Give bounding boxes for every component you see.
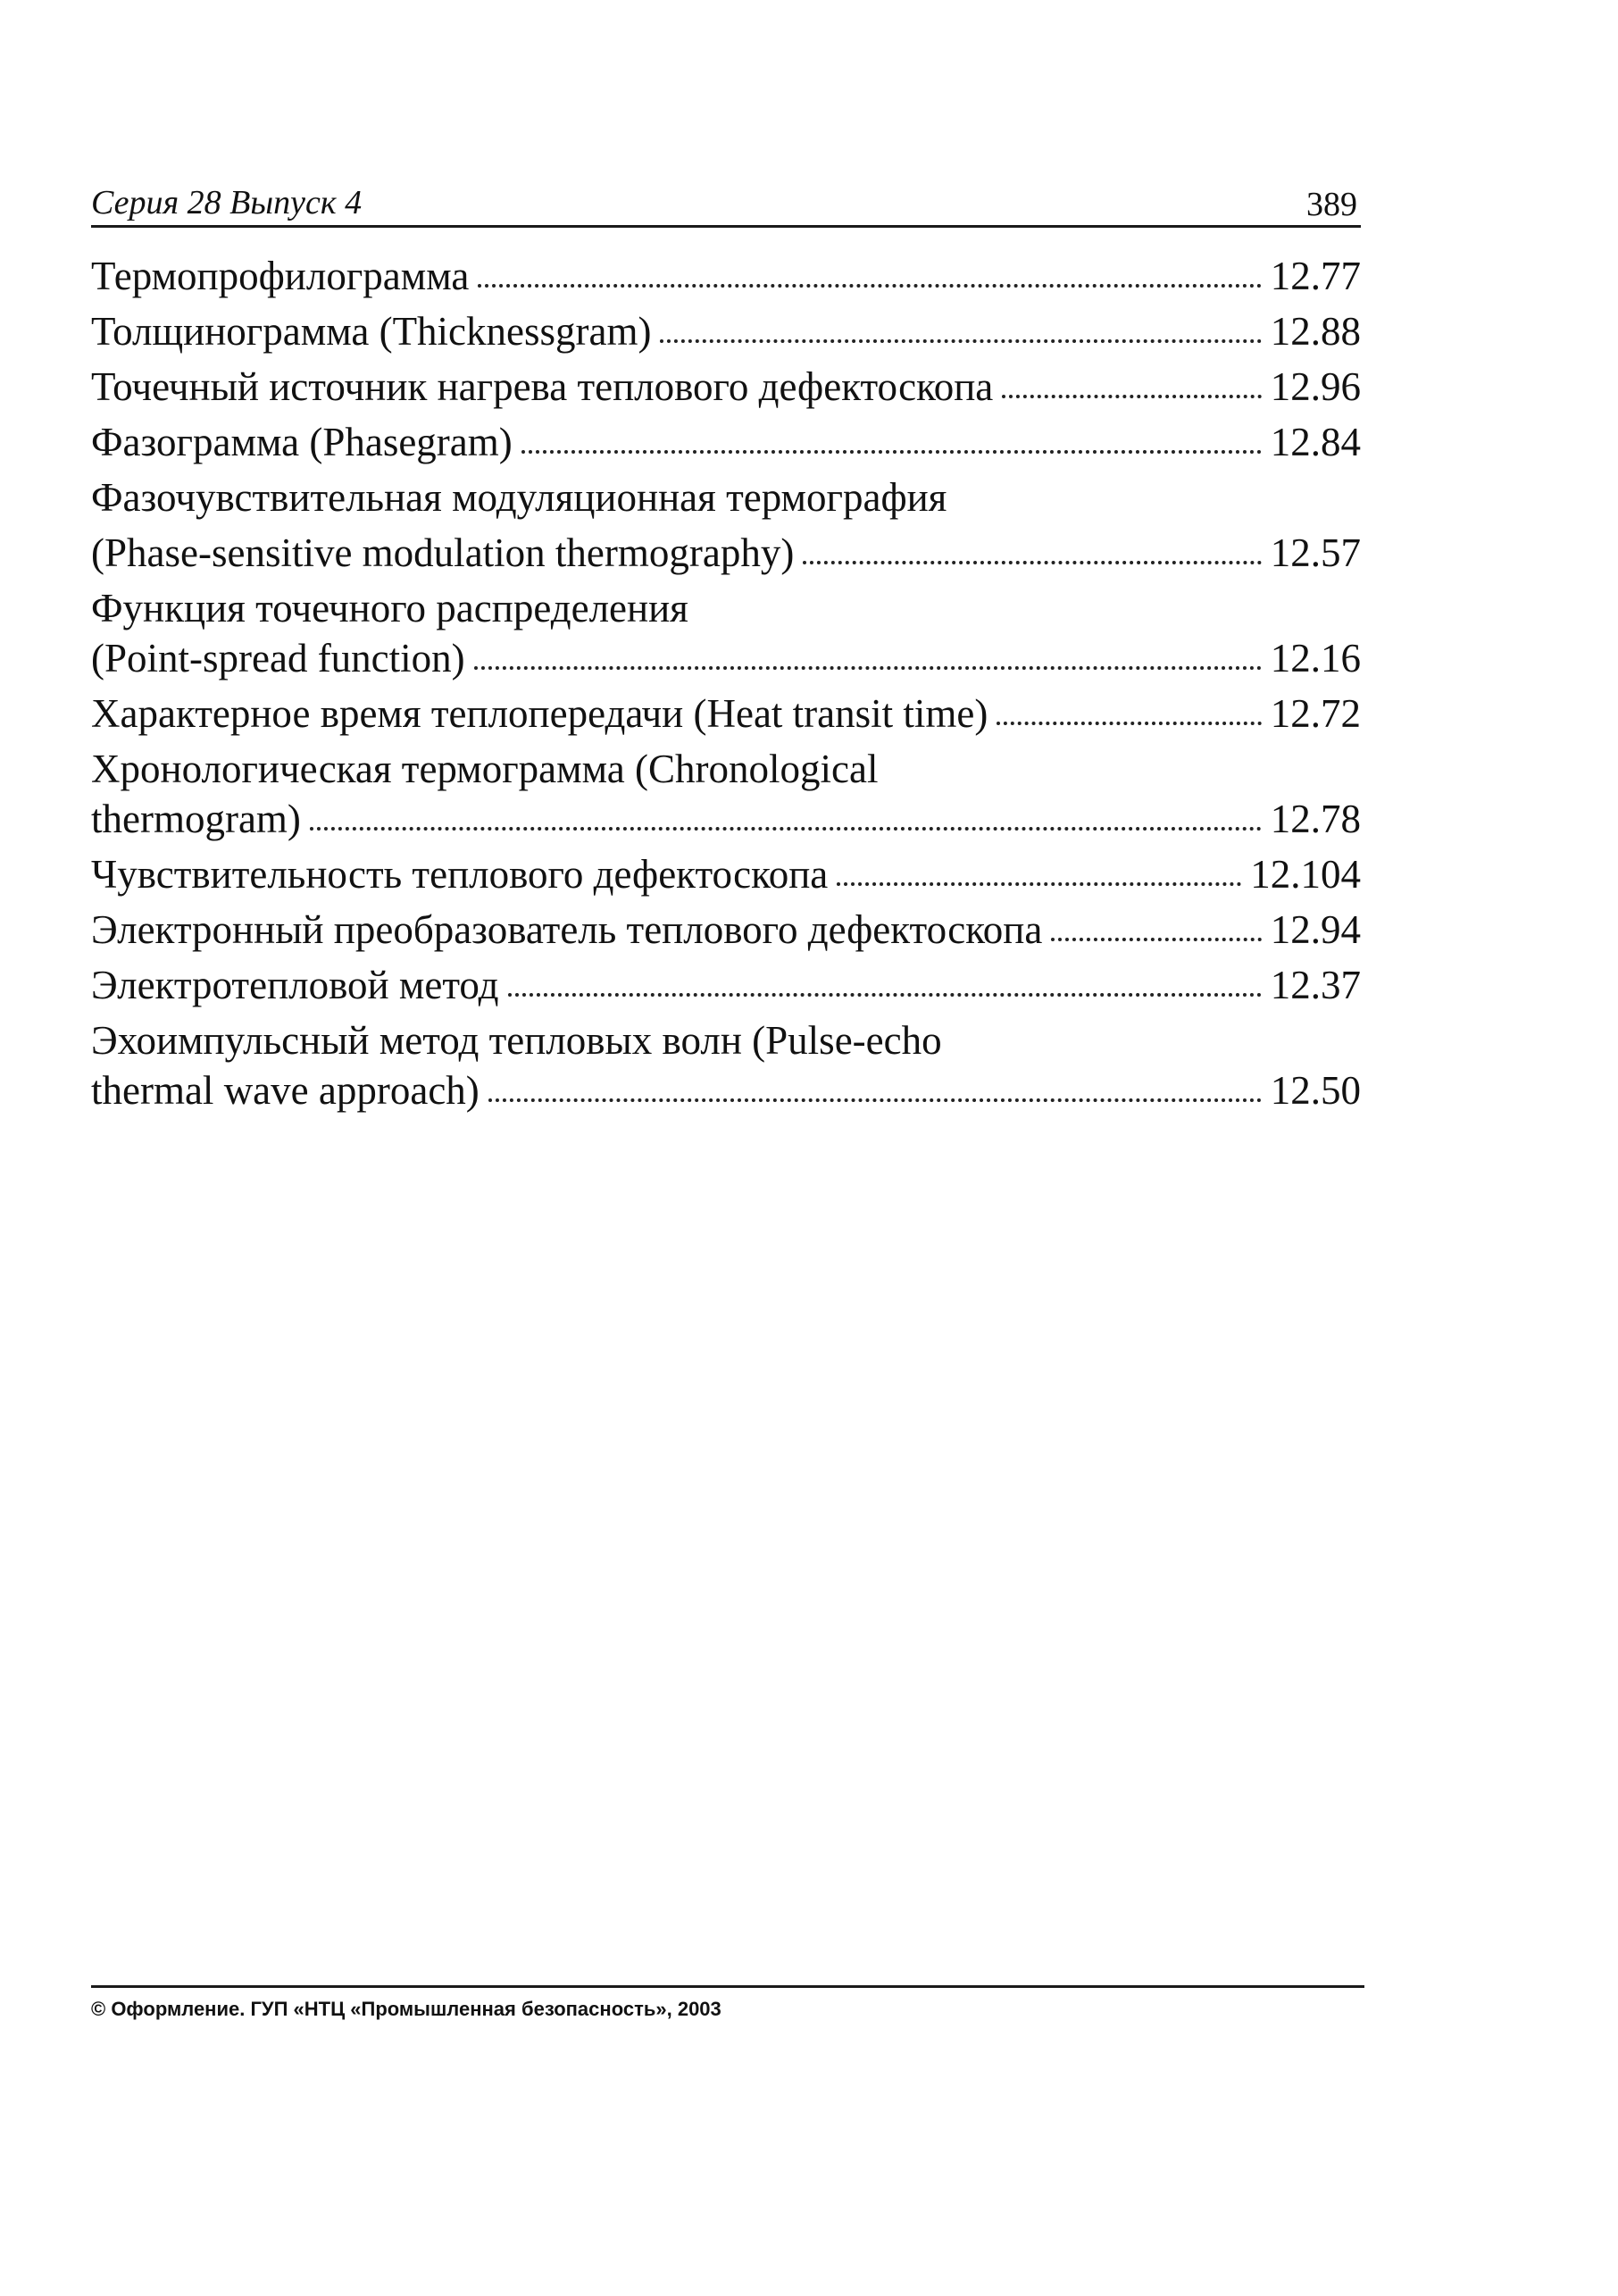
entry-ref: 12.84 [1270,420,1361,464]
entry-ref: 12.104 [1250,852,1361,897]
entry-term: thermal wave approach) [91,1068,480,1113]
entry-row [91,248,1361,304]
dot-leader [997,722,1261,725]
entry-row [91,304,1361,359]
entry-ref: 12.50 [1270,1068,1361,1113]
dot-leader [478,284,1261,288]
entry-row [91,902,1361,957]
dot-leader [1002,395,1261,398]
dot-leader [837,882,1241,886]
entry-ref: 12.37 [1270,963,1361,1007]
dot-leader [521,450,1262,454]
index-entry [91,414,1361,470]
entry-ref: 12.72 [1270,691,1361,736]
entry-row [91,686,1361,741]
index-list [91,248,1361,1118]
dot-leader [488,1098,1262,1102]
entry-row [91,630,1361,686]
entry-term: thermogram) [91,797,301,841]
entry-row [91,414,1361,470]
entry-ref: 12.88 [1270,309,1361,354]
entry-term-first-line: Фазочувствительная модуляционная термография [91,475,947,520]
entry-ref: 12.94 [1270,907,1361,952]
index-entry [91,902,1361,957]
entry-term: Фазограмма (Phasegram) [91,420,513,464]
dot-leader [1051,938,1261,941]
index-entry [91,304,1361,359]
dot-leader [660,339,1261,343]
index-entry [91,957,1361,1013]
index-entry [91,1013,1361,1118]
index-entry [91,847,1361,902]
entry-row [91,525,1361,580]
entry-term: Характерное время теплопередачи (Heat transit time) [91,691,988,736]
entry-ref: 12.77 [1270,254,1361,298]
series-label: Серия 28 Выпуск 4 [91,184,363,221]
entry-row [91,957,1361,1013]
entry-row [91,847,1361,902]
entry-term: Электротепловой метод [91,963,499,1007]
entry-term: Электронный преобразователь теплового дефектоскопа [91,907,1043,952]
dot-leader [474,666,1262,670]
entry-term: (Phase-sensitive modulation thermography) [91,530,795,575]
page-header [91,175,1361,228]
entry-row [91,359,1361,414]
copyright-notice: © Оформление. ГУП «НТЦ «Промышленная безопасность», 2003 [91,1998,721,2020]
entry-term: Точечный источник нагрева теплового дефектоскопа [91,364,994,409]
entry-ref: 12.57 [1270,530,1361,575]
entry-term-first-line: Функция точечного распределения [91,586,688,630]
index-entry [91,359,1361,414]
entry-ref: 12.16 [1270,636,1361,680]
entry-row [91,791,1361,847]
entry-term: Толщинограмма (Thicknessgram) [91,309,652,354]
entry-row [91,1063,1361,1118]
index-entry [91,686,1361,741]
dot-leader [508,993,1262,997]
entry-ref: 12.78 [1270,797,1361,841]
page-number: 389 [1306,186,1357,223]
index-entry [91,741,1361,847]
entry-term-first-line: Эхоимпульсный метод тепловых волн (Pulse-echo [91,1018,942,1063]
entry-term: (Point-spread function) [91,636,465,680]
index-entry [91,248,1361,304]
entry-term-first-line: Хронологическая термограмма (Chronological [91,747,879,791]
entry-term: Термопрофилограмма [91,254,470,298]
index-entry [91,580,1361,686]
dot-leader [310,827,1262,831]
entry-term: Чувствительность теплового дефектоскопа [91,852,829,897]
dot-leader [803,561,1261,564]
footer-rule [91,1985,1364,1988]
index-entry [91,470,1361,580]
entry-ref: 12.96 [1270,364,1361,409]
